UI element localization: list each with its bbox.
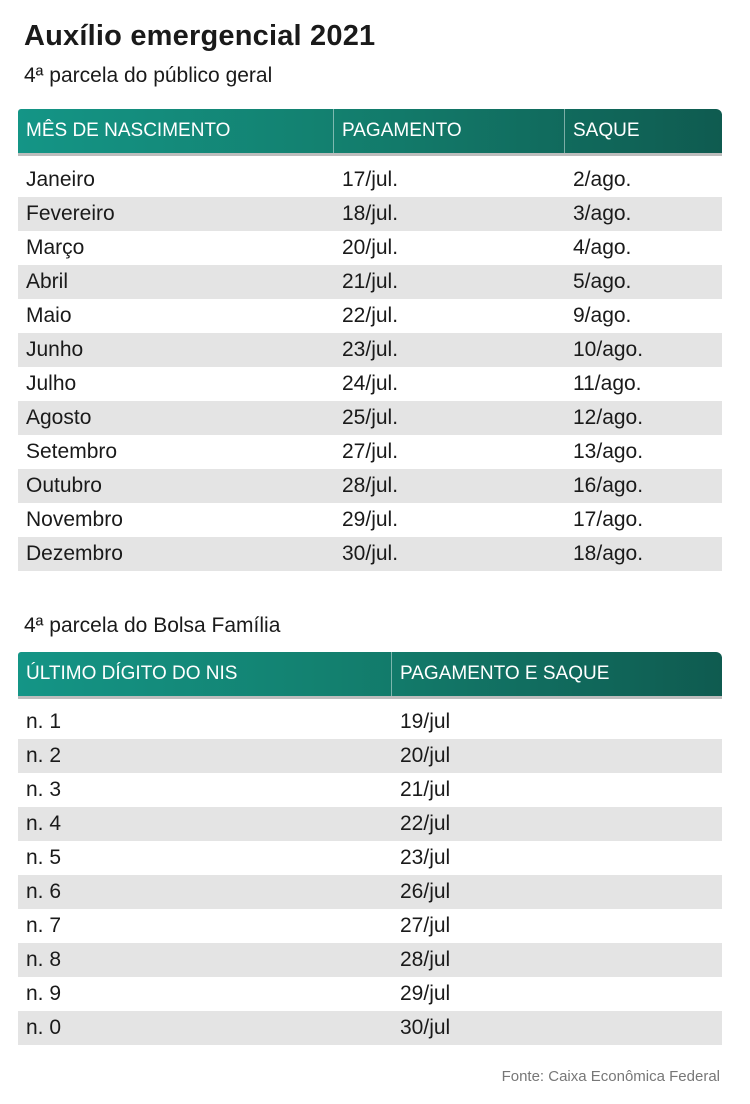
table1-row-cell: 30/jul. [342, 542, 399, 565]
table2-row-cell: 29/jul [400, 982, 451, 1005]
table1-row [18, 367, 722, 401]
table1-row-cell: 17/jul. [342, 168, 399, 191]
table2-row [18, 807, 722, 841]
table2-row-cell: 28/jul [400, 948, 451, 971]
table2-row-cell: 22/jul [400, 812, 451, 835]
table2-row-cell: 21/jul [400, 778, 451, 801]
table1-row-cell: 12/ago. [573, 406, 644, 429]
table1-row-cell: Junho [26, 338, 84, 361]
table1-row [18, 163, 722, 197]
table1-row-cell: 13/ago. [573, 440, 644, 463]
table2-row [18, 909, 722, 943]
source-note: Fonte: Caixa Econômica Federal [501, 1068, 720, 1085]
table1-row-cell: 21/jul. [342, 270, 399, 293]
table1-row-cell: 28/jul. [342, 474, 399, 497]
table1-row-cell: Março [26, 236, 85, 259]
table2-row-cell: n. 1 [26, 710, 62, 733]
table1-row [18, 231, 722, 265]
table2-row-cell: n. 2 [26, 744, 62, 767]
table1-row-cell: 10/ago. [573, 338, 644, 361]
table1-row-cell: Novembro [26, 508, 123, 531]
table2-row [18, 943, 722, 977]
table1-row-cell: 5/ago. [573, 270, 632, 293]
table2-row-cell: n. 4 [26, 812, 62, 835]
table2-row-cell: 19/jul [400, 710, 451, 733]
table1-row-cell: 3/ago. [573, 202, 632, 225]
table2-row-cell: 30/jul [400, 1016, 451, 1039]
table1-row-cell: Julho [26, 372, 77, 395]
table2-row [18, 705, 722, 739]
table2-row-cell: 27/jul [400, 914, 451, 937]
table1-row [18, 197, 722, 231]
section2-subtitle: 4ª parcela do Bolsa Família [24, 614, 281, 637]
section1-subtitle: 4ª parcela do público geral [24, 64, 273, 87]
table2-row-cell: 20/jul [400, 744, 451, 767]
table2-row [18, 977, 722, 1011]
table2-header [18, 652, 722, 699]
table1-row-cell: 11/ago. [573, 372, 642, 395]
table1-row [18, 469, 722, 503]
table2-row-cell: n. 6 [26, 880, 62, 903]
table1-row-cell: Agosto [26, 406, 92, 429]
table1-header-birth-month: MÊS DE NASCIMENTO [18, 109, 334, 153]
table1-row [18, 299, 722, 333]
table1-row-cell: 27/jul. [342, 440, 399, 463]
table1-row-cell: 16/ago. [573, 474, 644, 497]
table1-body [18, 163, 722, 571]
table1-row-cell: Fevereiro [26, 202, 115, 225]
table1-row [18, 537, 722, 571]
table1-header [18, 109, 722, 156]
table2-body [18, 705, 722, 1045]
table2-row-cell: n. 8 [26, 948, 62, 971]
table2-row-cell: n. 0 [26, 1016, 62, 1039]
table1-header-withdrawal: SAQUE [573, 120, 640, 141]
table2-row-cell: n. 7 [26, 914, 62, 937]
table2-row [18, 739, 722, 773]
table2-row-cell: n. 5 [26, 846, 62, 869]
table1-row-cell: Setembro [26, 440, 118, 463]
table1-row-cell: Outubro [26, 474, 102, 497]
table2-header-nis-digit: ÚLTIMO DÍGITO DO NIS [18, 652, 392, 696]
table1-row-cell: 22/jul. [342, 304, 399, 327]
table1-row-cell: 24/jul. [342, 372, 399, 395]
table1-row-cell: 29/jul. [342, 508, 399, 531]
table1-row-cell: 25/jul. [342, 406, 399, 429]
table1-row [18, 435, 722, 469]
table2-row [18, 773, 722, 807]
table2-row-cell: 26/jul [400, 880, 451, 903]
table1-row-cell: 9/ago. [573, 304, 632, 327]
table1-row-cell: Abril [26, 270, 69, 293]
table1-row-cell: 20/jul. [342, 236, 399, 259]
table1-row-cell: Janeiro [26, 168, 95, 191]
table2-row-cell: n. 3 [26, 778, 62, 801]
table1-row-cell: 18/jul. [342, 202, 399, 225]
table1-row-cell: 17/ago. [573, 508, 644, 531]
table2-header-payment-withdrawal: PAGAMENTO E SAQUE [400, 663, 610, 684]
table1-row [18, 333, 722, 367]
table1-row-cell: 18/ago. [573, 542, 644, 565]
table2-row [18, 875, 722, 909]
table1-row-cell: 23/jul. [342, 338, 399, 361]
table1-row [18, 265, 722, 299]
table1-row [18, 401, 722, 435]
table1-row-cell: 4/ago. [573, 236, 632, 259]
table1-header-payment: PAGAMENTO [334, 109, 565, 153]
table2-row [18, 841, 722, 875]
table2-row-cell: n. 9 [26, 982, 62, 1005]
table1-row-cell: 2/ago. [573, 168, 632, 191]
table1-row [18, 503, 722, 537]
page-title: Auxílio emergencial 2021 [24, 20, 376, 52]
table1-row-cell: Dezembro [26, 542, 123, 565]
table1-row-cell: Maio [26, 304, 72, 327]
table2-row-cell: 23/jul [400, 846, 451, 869]
table2-row [18, 1011, 722, 1045]
